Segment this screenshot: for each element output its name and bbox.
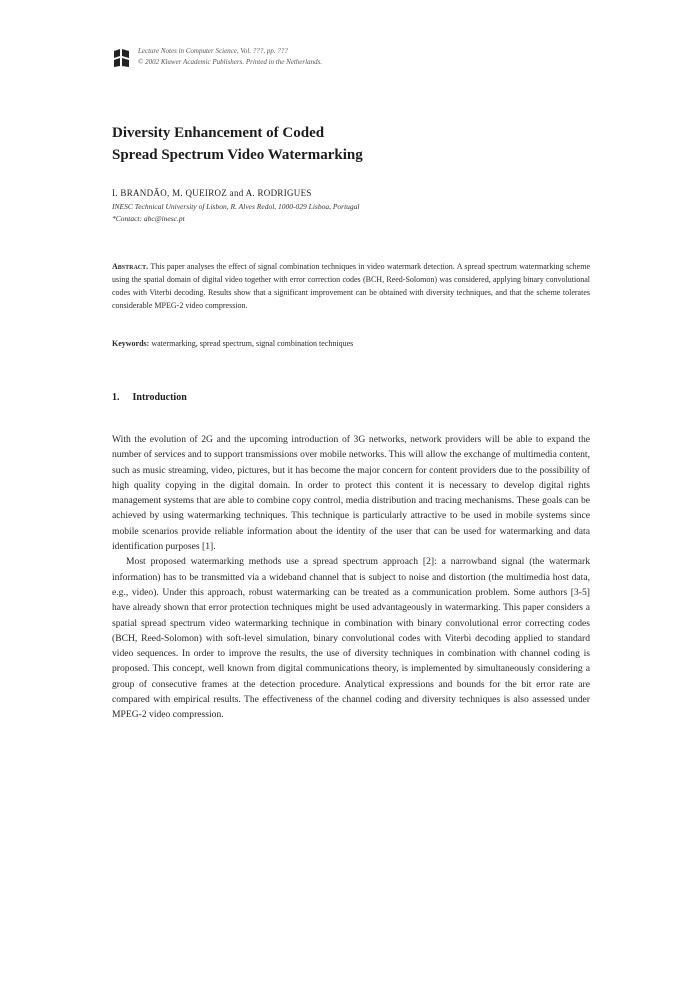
keywords-label: Keywords: [112, 339, 150, 348]
body-text [112, 432, 590, 723]
paper-title [112, 122, 592, 166]
section-title: Introduction [132, 392, 187, 403]
author-list: I. BRANDÃO, M. QUEIROZ and A. RODRIGUES [112, 188, 312, 198]
title-line-2: Spread Spectrum Video Watermarking [112, 147, 363, 163]
contact-email: *Contact: abc@inesc.pt [112, 214, 185, 223]
abstract [112, 260, 590, 312]
keywords-text: watermarking, spread spectrum, signal combination techniques [151, 339, 354, 348]
keywords [112, 338, 590, 350]
paragraph-1: With the evolution of 2G and the upcoming introduction of 3G networks, network providers will be able to expand the number of services and to support transmissions over mobile networks. This will allow the exchange of multimedia content, such as music streaming, video, pictures, but it has become the major concern for content providers due to the possibility of high quality copying in the digital domain. In order to protect this content it is necessary to develop digital rights management systems that are able to combine copy control, media distribution and tracing mechanisms. These goals can be achieved by using watermarking techniques. This technique is particularly attractive to be used in mobile systems since mobile scenarios provide reliable information about the identity of the user that can be used for watermarking and data identification purposes [1]. [112, 434, 590, 553]
title-line-1: Diversity Enhancement of Coded [112, 125, 325, 141]
journal-citation: Lecture Notes in Computer Science, Vol. ???, pp. ??? [138, 47, 288, 55]
section-number: 1. [112, 392, 120, 403]
abstract-text: This paper analyses the effect of signal combination techniques in video watermark detection. A spread spectrum watermarking scheme using the spatial domain of digital video together with error correction codes (BCH, Reed-Solomon) was considered, applying binary convolutional codes with Viterbi decoding. Results show that a significant improvement can be obtained with diversity techniques, and that the scheme tolerates considerable MPEG-2 video compression. [112, 262, 590, 310]
paragraph-2: Most proposed watermarking methods use a spread spectrum approach [2]: a narrowband signal (the watermark information) has to be transmitted via a wideband channel that is subject to noise and distortion (the multimedia host data, e.g., video). Under this approach, robust watermarking can be treated as a communication problem. Some authors [3-5] have already shown that error protection techniques might be used advantageously in watermarking. This paper considers a spatial spread spectrum video watermarking technique in combination with binary convolutional error correcting codes (BCH, Reed-Solomon) with soft-level simulation, binary convolutional codes with Viterbi decoding applied to standard video sequences. In order to improve the results, the use of diversity techniques in combination with channel coding is proposed. This concept, well known from digital communications theory, is implemented by simultaneously considering a group of consecutive frames at the detection procedure. Analytical expressions and bounds for the bit error rate are compared with empirical results. The effectiveness of the channel coding and diversity techniques is also assessed under MPEG-2 video compression. [112, 556, 590, 721]
section-heading-introduction [112, 392, 187, 403]
affiliation: INESC Technical University of Lisbon, R. Alves Redol, 1000-029 Lisboa, Portugal [112, 202, 360, 211]
copyright-notice: © 2002 Kluwer Academic Publishers. Printed in the Netherlands. [138, 58, 323, 66]
publisher-logo-icon [112, 48, 132, 68]
abstract-label: Abstract. [112, 262, 149, 271]
